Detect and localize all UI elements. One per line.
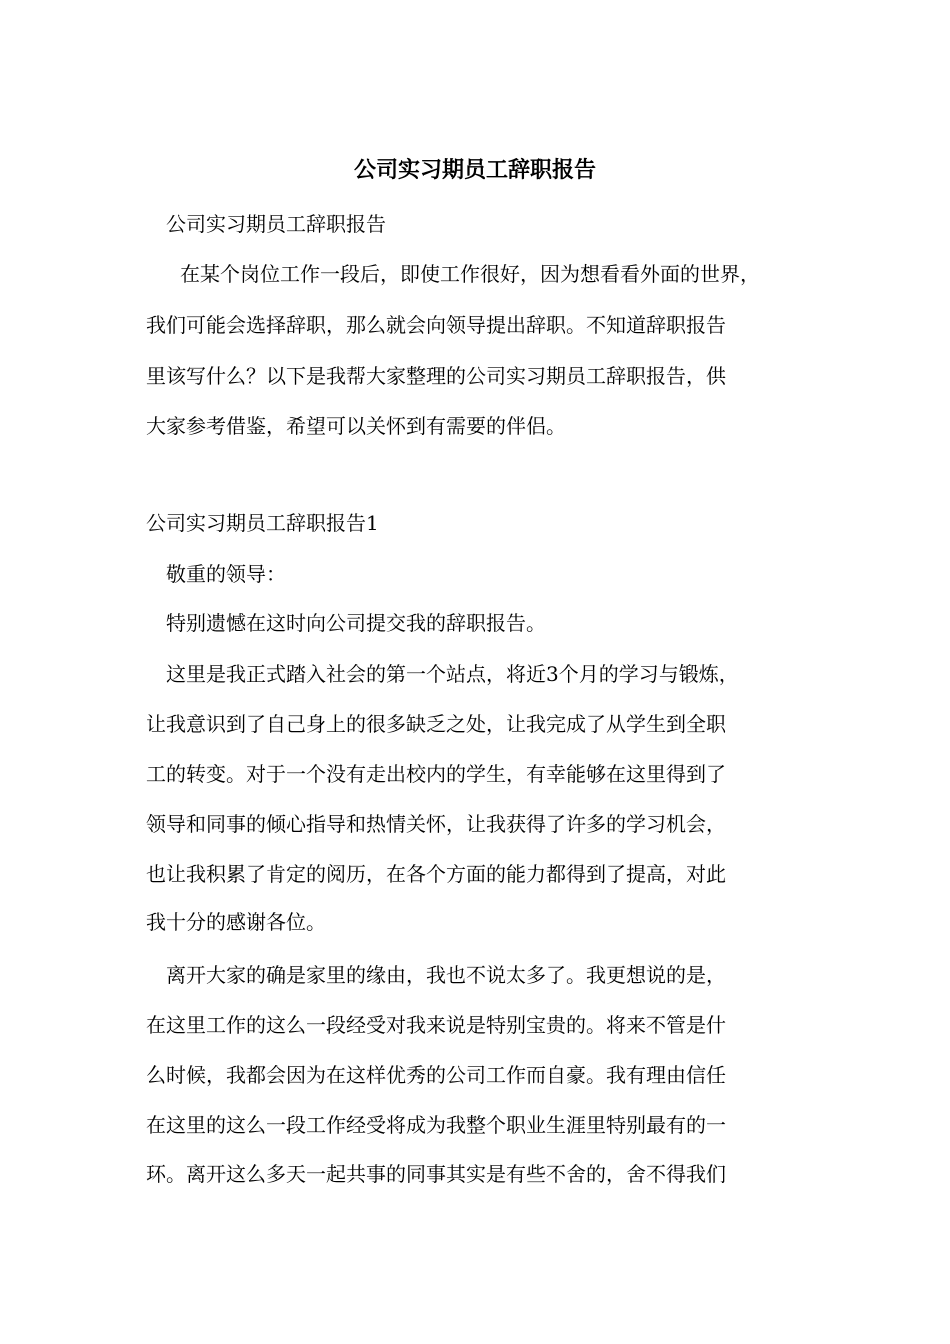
paragraph-2-line: 在这里的这么一段工作经受将成为我整个职业生涯里特别最有的一 — [146, 1113, 726, 1137]
paragraph-1-line: 这里是我正式踏入社会的第一个站点，将近3个月的学习与锻炼， — [166, 662, 739, 686]
intro-line: 大家参考借鉴，希望可以关怀到有需要的伴侣。 — [146, 414, 566, 438]
paragraph-1-line: 工的转变。对于一个没有走出校内的学生，有幸能够在这里得到了 — [146, 762, 726, 786]
salutation: 敬重的领导： — [166, 562, 286, 586]
paragraph-1-line: 我十分的感谢各位。 — [146, 910, 326, 934]
document-title: 公司实习期员工辞职报告 — [353, 157, 596, 183]
paragraph-1-line: 领导和同事的倾心指导和热情关怀，让我获得了许多的学习机会， — [146, 812, 726, 836]
paragraph-2-line: 么时候，我都会因为在这样优秀的公司工作而自豪。我有理由信任 — [146, 1063, 726, 1087]
intro-line: 里该写什么？以下是我帮大家整理的公司实习期员工辞职报告，供 — [146, 364, 726, 388]
section-heading: 公司实习期员工辞职报告1 — [146, 511, 379, 535]
intro-line: 我们可能会选择辞职，那么就会向领导提出辞职。不知道辞职报告 — [146, 313, 726, 337]
intro-line: 在某个岗位工作一段后，即使工作很好，因为想看看外面的世界， — [180, 262, 760, 286]
document-subtitle: 公司实习期员工辞职报告 — [166, 212, 386, 236]
paragraph-2-line: 离开大家的确是家里的缘由，我也不说太多了。我更想说的是， — [166, 963, 726, 987]
paragraph-2-line: 环。离开这么多天一起共事的同事其实是有些不舍的，舍不得我们 — [146, 1162, 726, 1186]
opening-sentence: 特别遗憾在这时向公司提交我的辞职报告。 — [166, 611, 546, 635]
paragraph-2-line: 在这里工作的这么一段经受对我来说是特别宝贵的。将来不管是什 — [146, 1013, 726, 1037]
paragraph-1-line: 也让我积累了肯定的阅历，在各个方面的能力都得到了提高，对此 — [146, 862, 726, 886]
paragraph-1-line: 让我意识到了自己身上的很多缺乏之处，让我完成了从学生到全职 — [146, 712, 726, 736]
